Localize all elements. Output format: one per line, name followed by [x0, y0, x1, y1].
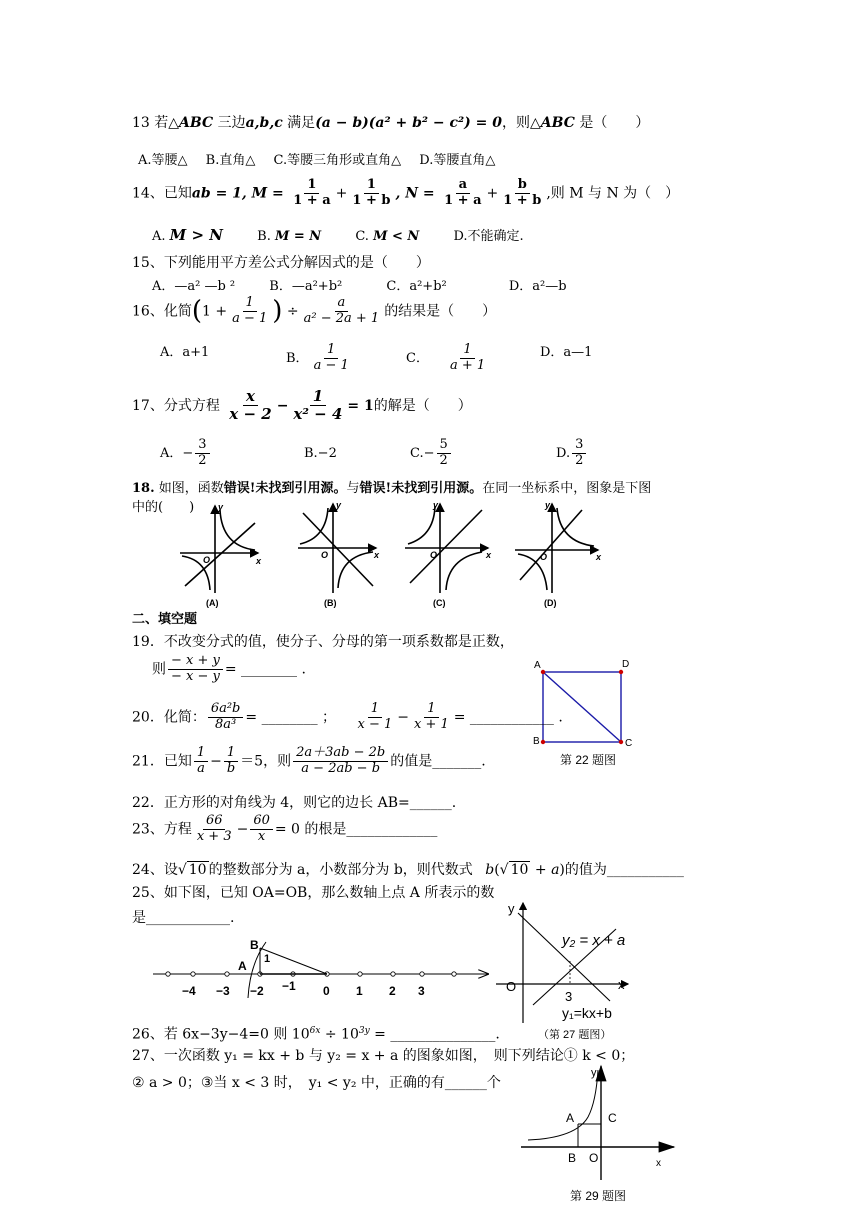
- svg-text:C: C: [625, 738, 633, 749]
- svg-text:y₁=kx+b: y₁=kx+b: [562, 1005, 612, 1021]
- svg-text:x: x: [656, 1158, 661, 1169]
- svg-text:0: 0: [323, 984, 330, 998]
- triangle-abc: ABC: [179, 115, 214, 131]
- q13-stem: 13 若△ABC 三边a,b,c 满足(a − b)(a² + b² − c²) = 0，则△ABC 是（ ）: [132, 115, 650, 131]
- svg-text:B: B: [568, 1151, 577, 1165]
- svg-text:1: 1: [264, 953, 271, 965]
- q23-stem: 23、方程 $\frac{66}{x + 3}$ − $\frac{60}{x}$ = 0 的根是_____________: [132, 813, 438, 844]
- q15-options: A．—a² —b ² B．—a²+b² C．a²+b² D．a²—b: [152, 279, 567, 294]
- q27-line2: ② a > 0；③当 x < 3 时， y₁ < y₂ 中，正确的有______个: [132, 1075, 501, 1091]
- graph-label-b: (B): [324, 598, 337, 608]
- q13-option-a: A.等腰△: [138, 153, 188, 168]
- q18-graphs: [170, 498, 610, 614]
- graph-label-c: (C): [433, 598, 446, 608]
- svg-text:O: O: [589, 1151, 599, 1165]
- svg-text:−1: −1: [282, 979, 296, 993]
- q15-stem: 15、下列能用平方差公式分解因式的是（ ）: [132, 255, 430, 271]
- q21-stem: 21．已知 $\frac{1}{a}$ − $\frac{1}{b}$ ＝5，则 $\frac{2a+3ab - 2b}{a - 2ab - b}$ 的值是_______.: [132, 745, 486, 776]
- q20-stem: 20．化简： $\frac{\text{6a²b}}{\text{8a³}}$ = ________ ； $\frac{1}{x - 1}$ − $\frac{1}{x + 1}$ = ____________ .: [132, 701, 563, 732]
- q13-option-b: B.直角△: [205, 153, 256, 168]
- svg-text:O: O: [506, 979, 517, 994]
- q13-options: [138, 153, 495, 169]
- svg-text:y₂ = x + a: y₂ = x + a: [562, 932, 626, 949]
- section-title: 二、填空题: [132, 612, 198, 627]
- svg-text:x: x: [486, 550, 492, 560]
- q16-stem: 16、化简(1 + $\frac{1}{a - 1}$ ) ÷ $\frac{a}{\text{a² − 2a + 1}}$ 的结果是（ ）: [132, 295, 497, 327]
- svg-text:O: O: [540, 552, 548, 562]
- q13-equation: (a − b)(a² + b² − c²) = 0: [315, 115, 502, 131]
- q17-options: A．− $\frac{3}{2}$ B.−2 C.− $\frac{5}{2}$ D. $\frac{3}{2}$: [160, 438, 212, 469]
- svg-text:O: O: [430, 550, 438, 560]
- svg-text:A: A: [534, 660, 541, 671]
- q25-line1: 25、如下图，已知 OA=OB，那么数轴上点 A 所表示的数: [132, 885, 495, 901]
- q16-options: A．a+1 B． $\frac{1}{a - 1}$ C． $\frac{1}{a + 1}$ D．a—1: [160, 342, 593, 373]
- svg-text:3: 3: [418, 984, 425, 998]
- svg-text:3: 3: [565, 989, 573, 1004]
- q18-stem: 18. 如图，函数错误!未找到引用源。与错误!未找到引用源。在同一坐标系中，图象是下图: [132, 481, 652, 496]
- point-a-label: A: [238, 959, 247, 973]
- graph-d: [515, 500, 602, 608]
- svg-text:O: O: [321, 550, 329, 560]
- graph-label-a: (A): [206, 598, 219, 608]
- q26-stem: 26、若 6x−3y−4=0 则 $10^{6x} \div 10^{3y}$ = _______________.: [132, 1026, 500, 1043]
- svg-text:y: y: [433, 500, 439, 510]
- svg-text:B: B: [533, 736, 540, 747]
- graph-a: [180, 502, 262, 608]
- svg-text:x: x: [596, 552, 602, 562]
- svg-text:D: D: [622, 659, 630, 670]
- q18-stem-line2: 中的( ): [132, 500, 195, 515]
- q14-options: A. M > N B. M = N C. M < N D.不能确定.: [152, 226, 524, 244]
- q29-figure: [516, 1062, 686, 1206]
- svg-text:−2: −2: [250, 984, 264, 998]
- svg-text:x: x: [374, 550, 380, 560]
- q22-caption: 第 22 题图: [560, 753, 617, 767]
- q29-caption: 第 29 题图: [570, 1189, 627, 1203]
- q27-line1: 27、一次函数 y₁ = kx + b 与 y₂ = x + a 的图象如图， 则下列结论① k < 0；: [132, 1048, 635, 1064]
- point-b-label: B: [250, 938, 259, 952]
- svg-text:x: x: [256, 556, 262, 566]
- q13-option-c: C.等腰三角形或直角△: [273, 153, 402, 168]
- q27-figure: [488, 893, 658, 1045]
- svg-text:y: y: [591, 1067, 597, 1079]
- svg-text:2: 2: [389, 984, 396, 998]
- svg-text:A: A: [566, 1111, 575, 1125]
- q27-caption: （第 27 题图）: [538, 1029, 612, 1041]
- q19-line1: 19．不改变分式的值，使分子、分母的第一项系数都是正数，: [132, 634, 514, 650]
- reference-error: 错误!未找到引用源。: [223, 481, 347, 496]
- svg-text:C: C: [608, 1111, 617, 1125]
- svg-text:y: y: [218, 502, 224, 512]
- graph-label-d: (D): [544, 598, 557, 608]
- q17-stem: 17、分式方程 $\frac{x}{x - 2}$ − $\frac{1}{\text{x² − 4}}$ = 1的解是（ ）: [132, 387, 472, 424]
- svg-text:−3: −3: [216, 984, 230, 998]
- q14-stem: 14、已知ab = 1, M = $\frac{1}{1 + a}$ + $\frac{1}{1 + b}$ , N = $\frac{a}{1 + a}$ + $\frac{b}{1 + b}$ ,则 M 与 N 为（ ）: [132, 177, 680, 208]
- q24-stem: 24、设√ 10 的整数部分为 a，小数部分为 b，则代数式 b(√ 10 + a)的值为___________: [132, 862, 684, 878]
- q25-number-line: [148, 926, 493, 998]
- svg-text:y: y: [336, 500, 342, 510]
- q19-line2: 则 $\frac{- x + y}{- x - y}$ = ________ .: [152, 653, 306, 684]
- svg-text:x: x: [618, 977, 625, 992]
- svg-text:y: y: [545, 500, 551, 510]
- svg-text:O: O: [203, 555, 211, 565]
- svg-text:y: y: [508, 901, 515, 916]
- graph-b: [298, 500, 380, 608]
- q25-line2: 是____________.: [132, 910, 235, 926]
- q22-stem: 22．正方形的对角线为 4，则它的边长 AB=______.: [132, 795, 457, 811]
- svg-text:−4: −4: [182, 984, 196, 998]
- graph-c: [405, 500, 492, 608]
- svg-text:1: 1: [356, 984, 363, 998]
- q13-option-d: D.等腰直角△: [419, 153, 496, 168]
